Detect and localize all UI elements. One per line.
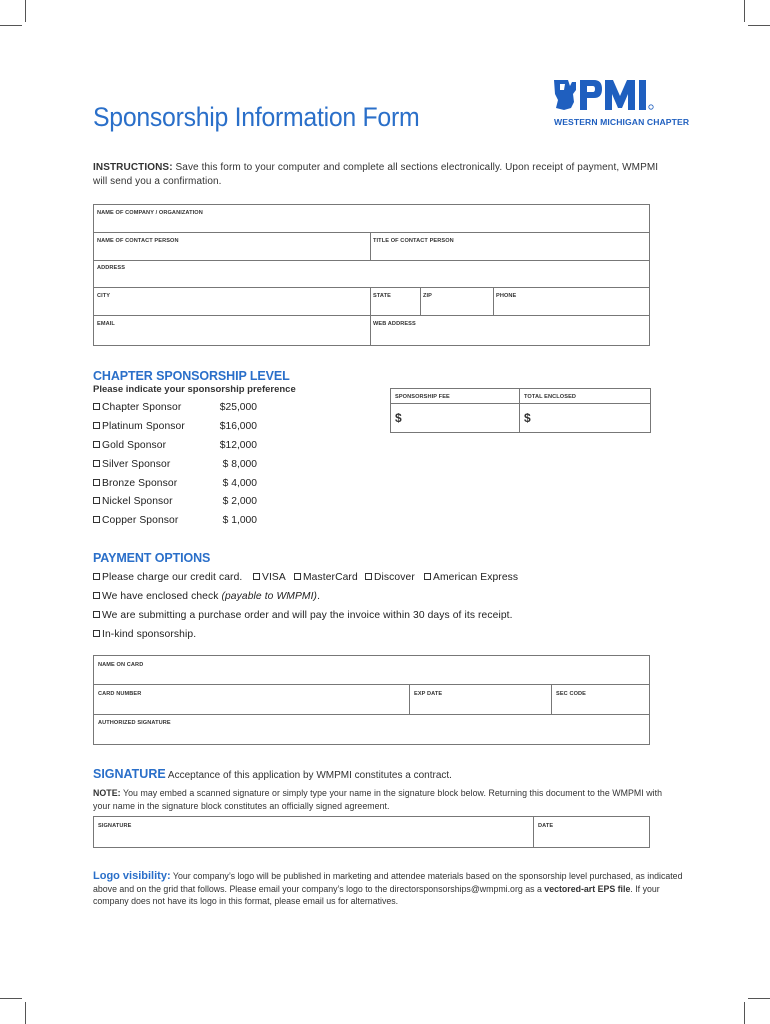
checkbox[interactable] xyxy=(253,573,260,580)
sponsorship-level-price: $12,000 xyxy=(219,440,257,451)
discover-option[interactable] xyxy=(365,572,415,583)
check-label: We have enclosed check xyxy=(102,591,222,602)
zip-label: ZIP xyxy=(423,293,433,299)
crop-mark xyxy=(744,1002,745,1024)
authorized-signature-label: AUTHORIZED SIGNATURE xyxy=(98,720,171,726)
purchase-order-label: We are submitting a purchase order and will pay the invoice within 30 days of its receipt. xyxy=(102,610,513,621)
sponsorship-level-option[interactable] xyxy=(93,478,177,489)
sponsorship-level-option[interactable] xyxy=(93,421,185,432)
check-option[interactable] xyxy=(93,591,320,602)
amex-label: American Express xyxy=(433,572,519,583)
sponsorship-level-name: Copper Sponsor xyxy=(102,515,179,526)
signature-grid xyxy=(93,816,650,848)
email-field[interactable] xyxy=(94,316,371,345)
sponsorship-level-option[interactable] xyxy=(93,515,178,526)
mastercard-option[interactable] xyxy=(294,572,358,583)
credit-card-option[interactable] xyxy=(93,572,242,583)
signature-heading: SIGNATURE xyxy=(93,767,166,781)
checkbox[interactable] xyxy=(424,573,431,580)
crop-mark xyxy=(25,1002,26,1024)
instructions-text: Save this form to your computer and complete all sections electronically. Upon receipt of payment, WMPMI will send you a confirmation. xyxy=(93,162,659,187)
sponsorship-level-price: $16,000 xyxy=(219,421,257,432)
fee-table xyxy=(390,388,651,433)
date-field[interactable] xyxy=(534,817,649,847)
sponsorship-level-name: Bronze Sponsor xyxy=(102,478,178,489)
total-dollar-sign: $ xyxy=(524,411,531,425)
checkbox[interactable] xyxy=(294,573,301,580)
sponsorship-level-option[interactable] xyxy=(93,440,166,451)
visa-label: VISA xyxy=(262,572,286,583)
checkbox[interactable] xyxy=(93,516,100,523)
logo-visibility-text2: . If your company does not have its logo in this format, please email us for alternatives. xyxy=(93,883,660,906)
instructions xyxy=(93,161,663,189)
company-label: NAME OF COMPANY / ORGANIZATION xyxy=(97,210,203,216)
card-number-label: CARD NUMBER xyxy=(98,691,142,697)
sponsorship-level-name: Gold Sponsor xyxy=(102,440,167,451)
contact-name-label: NAME OF CONTACT PERSON xyxy=(97,238,179,244)
checkbox[interactable] xyxy=(93,630,100,637)
payment-heading: PAYMENT OPTIONS xyxy=(93,551,211,565)
checkbox[interactable] xyxy=(93,479,100,486)
michigan-logo-icon xyxy=(554,76,678,114)
address-field[interactable] xyxy=(94,261,649,288)
total-enclosed-label: TOTAL ENCLOSED xyxy=(524,394,577,400)
amex-option[interactable] xyxy=(424,572,518,583)
sponsorship-level-name: Chapter Sponsor xyxy=(102,402,182,413)
signature-note xyxy=(93,787,668,812)
exp-date-label: EXP DATE xyxy=(414,691,443,697)
in-kind-option[interactable] xyxy=(93,629,196,640)
note-label: NOTE: xyxy=(93,788,121,798)
chapter-name: WESTERN MICHIGAN CHAPTER xyxy=(554,117,690,127)
credit-card-label: Please charge our credit card. xyxy=(102,572,243,583)
crop-mark xyxy=(0,998,22,999)
sponsorship-level-name: Silver Sponsor xyxy=(102,459,171,470)
sec-code-label: SEC CODE xyxy=(556,691,587,697)
date-label: DATE xyxy=(538,823,554,829)
signature-text: Acceptance of this application by WMPMI constitutes a contract. xyxy=(165,770,452,781)
phone-label: PHONE xyxy=(496,293,517,299)
checkbox[interactable] xyxy=(93,441,100,448)
discover-label: Discover xyxy=(374,572,415,583)
sponsorship-heading: CHAPTER SPONSORSHIP LEVEL xyxy=(93,369,290,383)
checkbox[interactable] xyxy=(93,497,100,504)
sponsorship-level-price: $ 4,000 xyxy=(222,478,257,489)
in-kind-label: In-kind sponsorship. xyxy=(102,629,197,640)
crop-mark xyxy=(0,25,22,26)
sponsorship-level-price: $ 8,000 xyxy=(222,459,257,470)
card-grid xyxy=(93,655,650,745)
sponsorship-level-option[interactable] xyxy=(93,459,170,470)
card-number-field[interactable] xyxy=(94,685,410,715)
visa-option[interactable] xyxy=(253,572,286,583)
crop-mark xyxy=(744,0,745,22)
sponsorship-level-price: $25,000 xyxy=(219,402,257,413)
sponsorship-level-option[interactable] xyxy=(93,402,181,413)
crop-mark xyxy=(748,25,770,26)
checkbox[interactable] xyxy=(93,403,100,410)
name-on-card-field[interactable] xyxy=(94,656,649,685)
web-address-label: WEB ADDRESS xyxy=(373,321,416,327)
contact-title-label: TITLE OF CONTACT PERSON xyxy=(373,238,454,244)
crop-mark xyxy=(25,0,26,22)
mastercard-label: MasterCard xyxy=(303,572,358,583)
logo-visibility-text1: Your company’s logo will be published in marketing and attendee materials based on the sponsorship level purchased, as indicated above and on the grid that follows. Please email your company’s logo to the directorsponsorships@wmpmi.org as a xyxy=(93,871,683,894)
logo-visibility-bold: vectored-art EPS file xyxy=(544,883,631,894)
name-on-card-label: NAME ON CARD xyxy=(98,662,144,668)
instructions-label: INSTRUCTIONS: xyxy=(93,162,173,173)
pmi-logo xyxy=(554,76,678,114)
check-end: . xyxy=(317,591,321,602)
fee-dollar-sign: $ xyxy=(395,411,402,425)
sponsorship-level-price: $ 2,000 xyxy=(222,496,257,507)
sponsorship-subheading: Please indicate your sponsorship preference xyxy=(93,384,296,395)
purchase-order-option[interactable] xyxy=(93,610,513,621)
sponsorship-level-price: $ 1,000 xyxy=(222,515,257,526)
sec-code-field[interactable] xyxy=(552,685,649,715)
contact-grid xyxy=(93,204,650,346)
note-text: You may embed a scanned signature or simply type your name in the signature block below. Returning this document to the WMPMI with your name in the signature block constitutes an officially signed agreement. xyxy=(93,788,663,811)
checkbox[interactable] xyxy=(93,422,100,429)
sponsorship-level-name: Platinum Sponsor xyxy=(102,421,185,432)
address-label: ADDRESS xyxy=(97,265,126,271)
city-label: CITY xyxy=(97,293,111,299)
phone-field[interactable] xyxy=(494,288,649,316)
fee-header-divider xyxy=(391,403,650,404)
exp-date-field[interactable] xyxy=(410,685,552,715)
signature-intro xyxy=(93,767,452,781)
state-label: STATE xyxy=(373,293,392,299)
logo-visibility-note xyxy=(93,870,693,908)
city-field[interactable] xyxy=(94,288,371,316)
checkbox[interactable] xyxy=(93,460,100,467)
sponsorship-fee-label: SPONSORSHIP FEE xyxy=(395,394,450,400)
sponsorship-level-option[interactable] xyxy=(93,496,173,507)
checkbox[interactable] xyxy=(365,573,372,580)
checkbox[interactable] xyxy=(93,611,100,618)
checkbox[interactable] xyxy=(93,573,100,580)
authorized-signature-field[interactable] xyxy=(94,715,649,744)
signature-label: SIGNATURE xyxy=(98,823,132,829)
checkbox[interactable] xyxy=(93,592,100,599)
email-label: EMAIL xyxy=(97,321,115,327)
page-title: Sponsorship Information Form xyxy=(93,102,420,132)
sponsorship-level-name: Nickel Sponsor xyxy=(102,496,173,507)
check-note: (payable to WMPMI) xyxy=(221,591,318,602)
signature-field[interactable] xyxy=(94,817,534,847)
crop-mark xyxy=(748,998,770,999)
logo-visibility-heading: Logo visibility: xyxy=(93,870,171,882)
